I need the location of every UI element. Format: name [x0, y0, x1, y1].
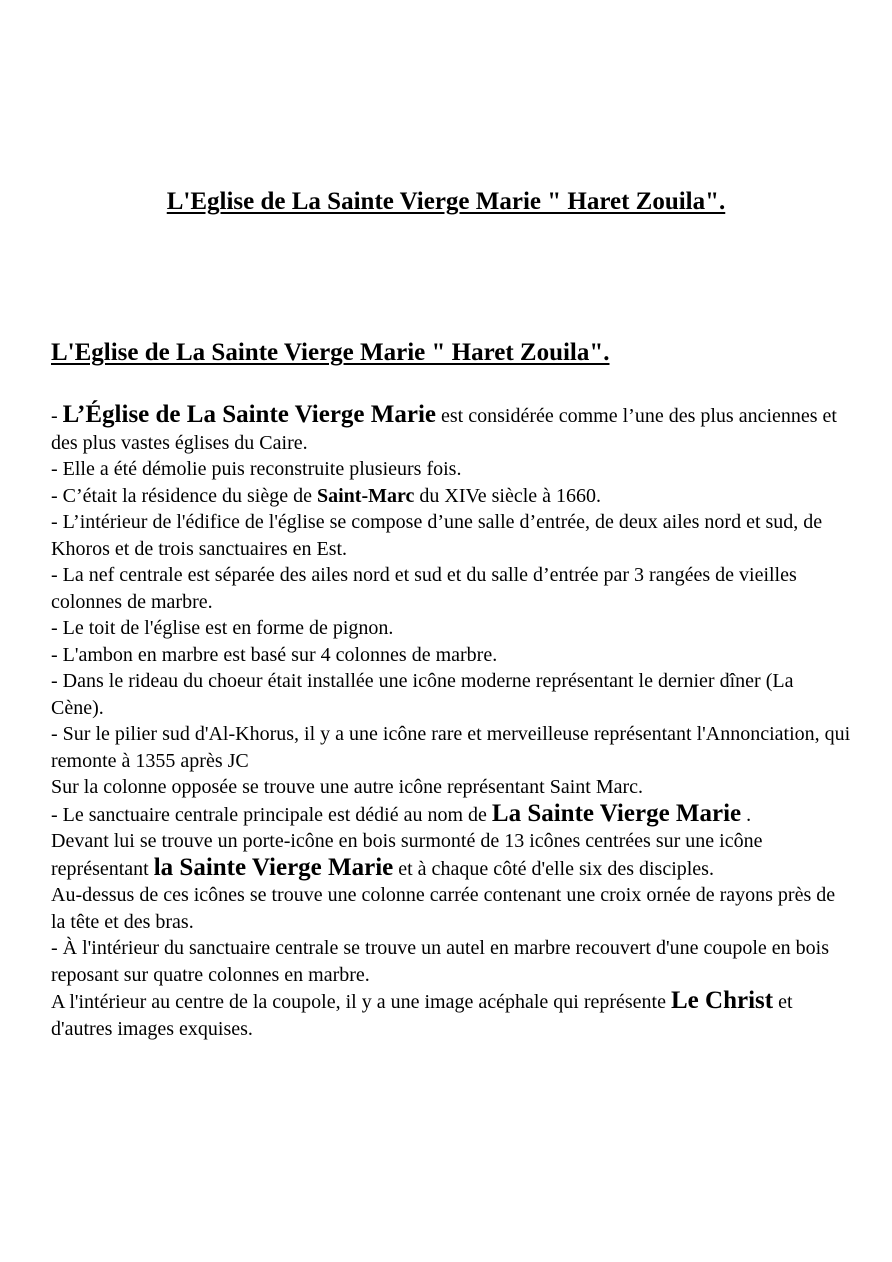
paragraph-iconostasis	[51, 828, 851, 882]
paragraph-residence	[51, 483, 851, 510]
paragraph-nave: - La nef centrale est séparée des ailes nord et sud et du salle d’entrée par 3 rangées de vieilles colonnes de marbre.	[51, 564, 797, 613]
text-run: A l'intérieur au centre de la coupole, il y a une image acéphale qui représente	[51, 991, 671, 1013]
paragraph-pillar: - Sur le pilier sud d'Al-Khorus, il y a une icône rare et merveilleuse représentant l'Annonciation, qui remonte à 1355 après JC	[51, 723, 851, 772]
text-run: -	[51, 405, 63, 427]
paragraph-sanctuary	[51, 801, 851, 829]
text-run: - Le sanctuaire centrale principale est dédié au nom de	[51, 803, 492, 826]
emphasis-christ: Le Christ	[671, 987, 774, 1014]
emphasis-virgin-mary: la Sainte Vierge Marie	[153, 853, 394, 881]
emphasis-church-name: L’Église de La Sainte Vierge Marie	[62, 401, 437, 428]
paragraph-roof: - Le toit de l'église est en forme de pignon.	[51, 617, 394, 639]
document-body	[51, 402, 851, 1042]
text-run: Devant lui se trouve un porte-icône en bois surmonté de 13 icônes centrées sur une icône représentant	[51, 830, 763, 880]
emphasis-virgin-mary: La Sainte Vierge Marie	[491, 799, 742, 827]
paragraph-demolition: - Elle a été démolie puis reconstruite plusieurs fois.	[51, 458, 462, 480]
section-heading: L'Eglise de La Sainte Vierge Marie " Haret Zouila".	[51, 339, 610, 366]
text-run: et à chaque côté d'elle six des disciples.	[393, 857, 714, 880]
paragraph-ambon: - L'ambon en marbre est basé sur 4 colonnes de marbre.	[51, 643, 498, 666]
paragraph-square-column: Au-dessus de ces icônes se trouve une colonne carrée contenant une croix ornée de rayons près de la tête et des bras.	[51, 884, 836, 933]
paragraph-interior: - L’intérieur de l'édifice de l'église se compose d’une salle d’entrée, de deux ailes nord et sud, de Khoros et de trois sanctuaires en Est.	[51, 511, 823, 560]
paragraph-intro	[51, 402, 851, 456]
text-run: du XIVe siècle à 1660.	[414, 484, 602, 507]
text-run: - C’était la résidence du siège de	[51, 484, 317, 507]
paragraph-opposite-column: Sur la colonne opposée se trouve une autre icône représentant Saint Marc.	[51, 776, 644, 798]
text-run: et d'autres images exquises.	[51, 991, 793, 1040]
text-run: est considérée comme l’une des plus anciennes et des plus vastes églises du Caire.	[51, 405, 837, 454]
paragraph-altar: - À l'intérieur du sanctuaire centrale se trouve un autel en marbre recouvert d'une coupole en bois reposant sur quatre colonnes en marbre.	[51, 937, 829, 986]
text-run: .	[741, 803, 752, 826]
page-title: L'Eglise de La Sainte Vierge Marie " Haret Zouila".	[166, 188, 726, 215]
paragraph-choir-curtain: - Dans le rideau du choeur était installée une icône moderne représentant le dernier dîner (La Cène).	[51, 670, 794, 719]
paragraph-dome	[51, 988, 851, 1042]
emphasis-saint-marc: Saint-Marc	[317, 484, 415, 507]
